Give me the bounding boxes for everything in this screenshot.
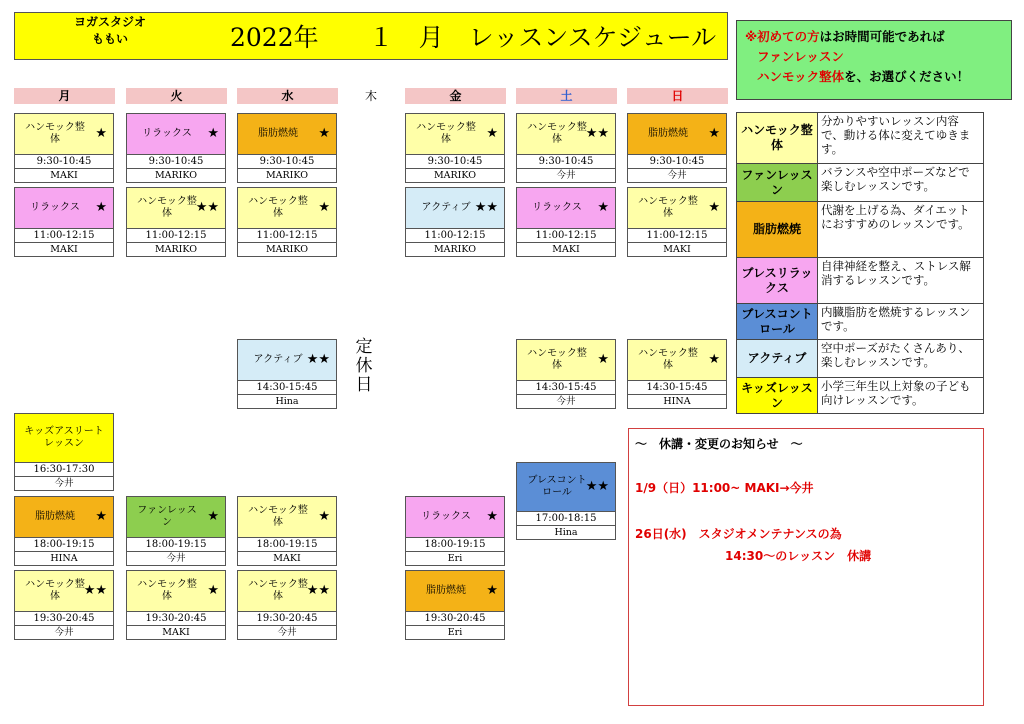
lesson-block bbox=[516, 462, 616, 512]
lesson-time: 14:30-15:45 bbox=[516, 381, 616, 395]
difficulty-stars: ★★ bbox=[585, 479, 609, 494]
lesson-name: ハンモック整体 bbox=[527, 122, 587, 145]
lesson-time: 18:00-19:15 bbox=[405, 538, 505, 552]
schedule-change-notice bbox=[628, 428, 984, 706]
day-header-fri: 金 bbox=[405, 88, 506, 104]
lesson-block bbox=[237, 339, 337, 381]
lesson-block bbox=[14, 113, 114, 155]
lesson-name: ハンモック整体 bbox=[248, 196, 308, 219]
lesson-name: ハンモック整体 bbox=[248, 579, 308, 602]
lesson-time: 11:00-12:15 bbox=[14, 229, 114, 243]
day-header-thu: 木 bbox=[364, 89, 377, 103]
lesson-instructor: MAKI bbox=[237, 552, 337, 566]
studio-name: ヨガスタジオ ももい bbox=[73, 15, 146, 46]
lesson-instructor: HINA bbox=[14, 552, 114, 566]
lesson-time: 9:30-10:45 bbox=[627, 155, 727, 169]
difficulty-stars: ★★ bbox=[306, 583, 330, 598]
day-header-sat: 土 bbox=[516, 88, 617, 104]
lesson-instructor: MAKI bbox=[126, 626, 226, 640]
legend-breath-relax-desc: 自律神経を整え、ストレス解消するレッスンです。 bbox=[818, 258, 983, 303]
change-notice-heading: ～ 休講・変更のお知らせ ～ bbox=[635, 437, 803, 451]
lesson-mon-2 bbox=[14, 187, 114, 257]
lesson-block bbox=[516, 113, 616, 155]
lesson-instructor: MARIKO bbox=[405, 243, 505, 257]
lesson-time: 19:30-20:45 bbox=[237, 612, 337, 626]
legend-hammock-desc: 分かりやすいレッスン内容で、動ける体に変えてゆきます。 bbox=[818, 113, 983, 163]
lesson-time: 14:30-15:45 bbox=[237, 381, 337, 395]
lesson-name: ハンモック整体 bbox=[416, 122, 476, 145]
lesson-time: 9:30-10:45 bbox=[405, 155, 505, 169]
lesson-instructor: MARIKO bbox=[405, 169, 505, 183]
difficulty-stars: ★ bbox=[597, 200, 609, 215]
lesson-sat-1 bbox=[516, 113, 616, 183]
legend-active-desc: 空中ポーズがたくさんあり、楽しむレッスンです。 bbox=[818, 340, 983, 377]
lesson-block bbox=[126, 570, 226, 612]
lesson-name: ハンモック整体 bbox=[248, 505, 308, 528]
day-header-wed: 水 bbox=[237, 88, 338, 104]
legend-fun-desc: バランスや空中ポーズなどで楽しむレッスンです。 bbox=[818, 164, 983, 201]
lesson-name: アクティブ bbox=[253, 354, 303, 365]
lesson-instructor: 今井 bbox=[237, 626, 337, 640]
difficulty-stars: ★★ bbox=[474, 200, 498, 215]
lesson-instructor: Hina bbox=[237, 395, 337, 409]
lesson-legend bbox=[736, 112, 984, 414]
difficulty-stars: ★ bbox=[207, 583, 219, 598]
difficulty-stars: ★ bbox=[318, 200, 330, 215]
legend-fat-burn-desc: 代謝を上げる為、ダイエットにおすすめのレッスンです。 bbox=[818, 202, 983, 257]
legend-fat-burn: 脂肪燃焼 bbox=[737, 202, 818, 257]
lesson-instructor: 今井 bbox=[14, 626, 114, 640]
difficulty-stars: ★★ bbox=[585, 126, 609, 141]
lesson-block bbox=[405, 496, 505, 538]
legend-active: アクティブ bbox=[737, 340, 818, 377]
lesson-name: 脂肪燃焼 bbox=[35, 511, 75, 522]
difficulty-stars: ★ bbox=[95, 200, 107, 215]
lesson-mon-5 bbox=[14, 570, 114, 640]
lesson-block bbox=[237, 570, 337, 612]
lesson-time: 9:30-10:45 bbox=[126, 155, 226, 169]
legend-kids-desc: 小学三年生以上対象の子ども向けレッスンです。 bbox=[818, 378, 983, 413]
lesson-block bbox=[126, 496, 226, 538]
legend-breath-control: ブレスコントロール bbox=[737, 304, 818, 339]
lesson-block bbox=[237, 113, 337, 155]
lesson-time: 19:30-20:45 bbox=[405, 612, 505, 626]
lesson-wed-5 bbox=[237, 570, 337, 640]
lesson-instructor: MAKI bbox=[14, 169, 114, 183]
lesson-instructor: Hina bbox=[516, 526, 616, 540]
lesson-sat-4 bbox=[516, 462, 616, 540]
lesson-name: ブレスコントロール bbox=[527, 475, 587, 498]
lesson-block bbox=[126, 113, 226, 155]
lesson-tue-4 bbox=[126, 496, 226, 566]
page-title: 2022年 １ 月 レッスンスケジュール bbox=[230, 23, 717, 52]
lesson-name: キッズアスリートレッスン bbox=[24, 426, 104, 449]
lesson-time: 9:30-10:45 bbox=[237, 155, 337, 169]
lesson-name: リラックス bbox=[532, 202, 582, 213]
lesson-name: ハンモック整体 bbox=[137, 579, 197, 602]
lesson-instructor: MAKI bbox=[516, 243, 616, 257]
lesson-name: アクティブ bbox=[421, 202, 471, 213]
lesson-name: ハンモック整体 bbox=[137, 196, 197, 219]
lesson-instructor: MARIKO bbox=[237, 169, 337, 183]
lesson-fri-5 bbox=[405, 570, 505, 640]
lesson-tue-5 bbox=[126, 570, 226, 640]
lesson-block bbox=[405, 113, 505, 155]
lesson-instructor: HINA bbox=[627, 395, 727, 409]
difficulty-stars: ★ bbox=[597, 352, 609, 367]
lesson-time: 14:30-15:45 bbox=[627, 381, 727, 395]
lesson-block bbox=[516, 187, 616, 229]
lesson-fri-1 bbox=[405, 113, 505, 183]
lesson-mon-kids bbox=[14, 413, 114, 491]
lesson-block bbox=[14, 413, 114, 463]
legend-kids: キッズレッスン bbox=[737, 378, 818, 413]
day-header-tue: 火 bbox=[126, 88, 227, 104]
lesson-instructor: Eri bbox=[405, 626, 505, 640]
lesson-mon-1 bbox=[14, 113, 114, 183]
lesson-instructor: MARIKO bbox=[237, 243, 337, 257]
lesson-instructor: 今井 bbox=[14, 477, 114, 491]
difficulty-stars: ★ bbox=[486, 509, 498, 524]
lesson-block bbox=[627, 339, 727, 381]
lesson-time: 18:00-19:15 bbox=[237, 538, 337, 552]
difficulty-stars: ★★ bbox=[195, 200, 219, 215]
difficulty-stars: ★ bbox=[207, 509, 219, 524]
difficulty-stars: ★★ bbox=[83, 583, 107, 598]
lesson-name: リラックス bbox=[30, 202, 80, 213]
lesson-instructor: MARIKO bbox=[126, 169, 226, 183]
lesson-sun-1 bbox=[627, 113, 727, 183]
lesson-wed-3 bbox=[237, 339, 337, 409]
lesson-name: ハンモック整体 bbox=[638, 196, 698, 219]
change-notice-line: 14:30～のレッスン 休講 bbox=[725, 549, 872, 563]
difficulty-stars: ★ bbox=[708, 352, 720, 367]
lesson-block bbox=[627, 113, 727, 155]
difficulty-stars: ★ bbox=[207, 126, 219, 141]
lesson-block bbox=[405, 570, 505, 612]
lesson-time: 11:00-12:15 bbox=[627, 229, 727, 243]
difficulty-stars: ★ bbox=[486, 126, 498, 141]
lesson-sat-3 bbox=[516, 339, 616, 409]
lesson-name: 脂肪燃焼 bbox=[426, 585, 466, 596]
difficulty-stars: ★ bbox=[486, 583, 498, 598]
first-time-notice: ※初めての方はお時間可能であれば ファンレッスン ハンモック整体を、お選びください！ bbox=[736, 20, 1012, 100]
lesson-fri-2 bbox=[405, 187, 505, 257]
lesson-tue-1 bbox=[126, 113, 226, 183]
legend-breath-control-desc: 内臓脂肪を燃焼するレッスンです。 bbox=[818, 304, 983, 339]
lesson-wed-2 bbox=[237, 187, 337, 257]
lesson-sat-2 bbox=[516, 187, 616, 257]
change-notice-line: 1/9（日）11:00~ MAKI→今井 bbox=[635, 481, 814, 495]
lesson-tue-2 bbox=[126, 187, 226, 257]
lesson-time: 18:00-19:15 bbox=[14, 538, 114, 552]
lesson-instructor: 今井 bbox=[516, 169, 616, 183]
lesson-instructor: Eri bbox=[405, 552, 505, 566]
closed-day-label: 定休日 bbox=[355, 337, 373, 395]
lesson-name: ファンレッスン bbox=[137, 505, 197, 528]
lesson-block bbox=[627, 187, 727, 229]
lesson-sun-3 bbox=[627, 339, 727, 409]
legend-breath-relax: ブレスリラックス bbox=[737, 258, 818, 303]
lesson-time: 16:30-17:30 bbox=[14, 463, 114, 477]
lesson-name: ハンモック整体 bbox=[527, 348, 587, 371]
lesson-wed-1 bbox=[237, 113, 337, 183]
lesson-instructor: 今井 bbox=[516, 395, 616, 409]
lesson-time: 9:30-10:45 bbox=[516, 155, 616, 169]
lesson-instructor: 今井 bbox=[126, 552, 226, 566]
lesson-block bbox=[126, 187, 226, 229]
lesson-name: 脂肪燃焼 bbox=[648, 128, 688, 139]
lesson-time: 11:00-12:15 bbox=[516, 229, 616, 243]
lesson-mon-4 bbox=[14, 496, 114, 566]
day-header-sun: 日 bbox=[627, 88, 728, 104]
difficulty-stars: ★ bbox=[708, 200, 720, 215]
lesson-instructor: MAKI bbox=[627, 243, 727, 257]
lesson-sun-2 bbox=[627, 187, 727, 257]
difficulty-stars: ★ bbox=[318, 509, 330, 524]
lesson-instructor: 今井 bbox=[627, 169, 727, 183]
lesson-name: リラックス bbox=[421, 511, 471, 522]
lesson-block bbox=[14, 570, 114, 612]
legend-hammock: ハンモック整体 bbox=[737, 113, 818, 163]
difficulty-stars: ★ bbox=[708, 126, 720, 141]
lesson-time: 11:00-12:15 bbox=[405, 229, 505, 243]
lesson-block bbox=[405, 187, 505, 229]
lesson-block bbox=[14, 187, 114, 229]
lesson-instructor: MAKI bbox=[14, 243, 114, 257]
lesson-time: 9:30-10:45 bbox=[14, 155, 114, 169]
lesson-time: 19:30-20:45 bbox=[126, 612, 226, 626]
lesson-block bbox=[14, 496, 114, 538]
lesson-name: リラックス bbox=[142, 128, 192, 139]
legend-fun: ファンレッスン bbox=[737, 164, 818, 201]
lesson-block bbox=[237, 496, 337, 538]
lesson-block bbox=[237, 187, 337, 229]
difficulty-stars: ★★ bbox=[306, 352, 330, 367]
lesson-name: 脂肪燃焼 bbox=[258, 128, 298, 139]
lesson-name: ハンモック整体 bbox=[25, 579, 85, 602]
difficulty-stars: ★ bbox=[95, 509, 107, 524]
lesson-fri-4 bbox=[405, 496, 505, 566]
change-notice-line: 26日(水) スタジオメンテナンスの為 bbox=[635, 527, 842, 541]
difficulty-stars: ★ bbox=[318, 126, 330, 141]
lesson-instructor: MARIKO bbox=[126, 243, 226, 257]
lesson-time: 18:00-19:15 bbox=[126, 538, 226, 552]
difficulty-stars: ★ bbox=[95, 126, 107, 141]
lesson-time: 19:30-20:45 bbox=[14, 612, 114, 626]
lesson-block bbox=[516, 339, 616, 381]
lesson-name: ハンモック整体 bbox=[25, 122, 85, 145]
day-header-mon: 月 bbox=[14, 88, 115, 104]
lesson-time: 17:00-18:15 bbox=[516, 512, 616, 526]
lesson-time: 11:00-12:15 bbox=[237, 229, 337, 243]
lesson-wed-4 bbox=[237, 496, 337, 566]
lesson-name: ハンモック整体 bbox=[638, 348, 698, 371]
lesson-time: 11:00-12:15 bbox=[126, 229, 226, 243]
